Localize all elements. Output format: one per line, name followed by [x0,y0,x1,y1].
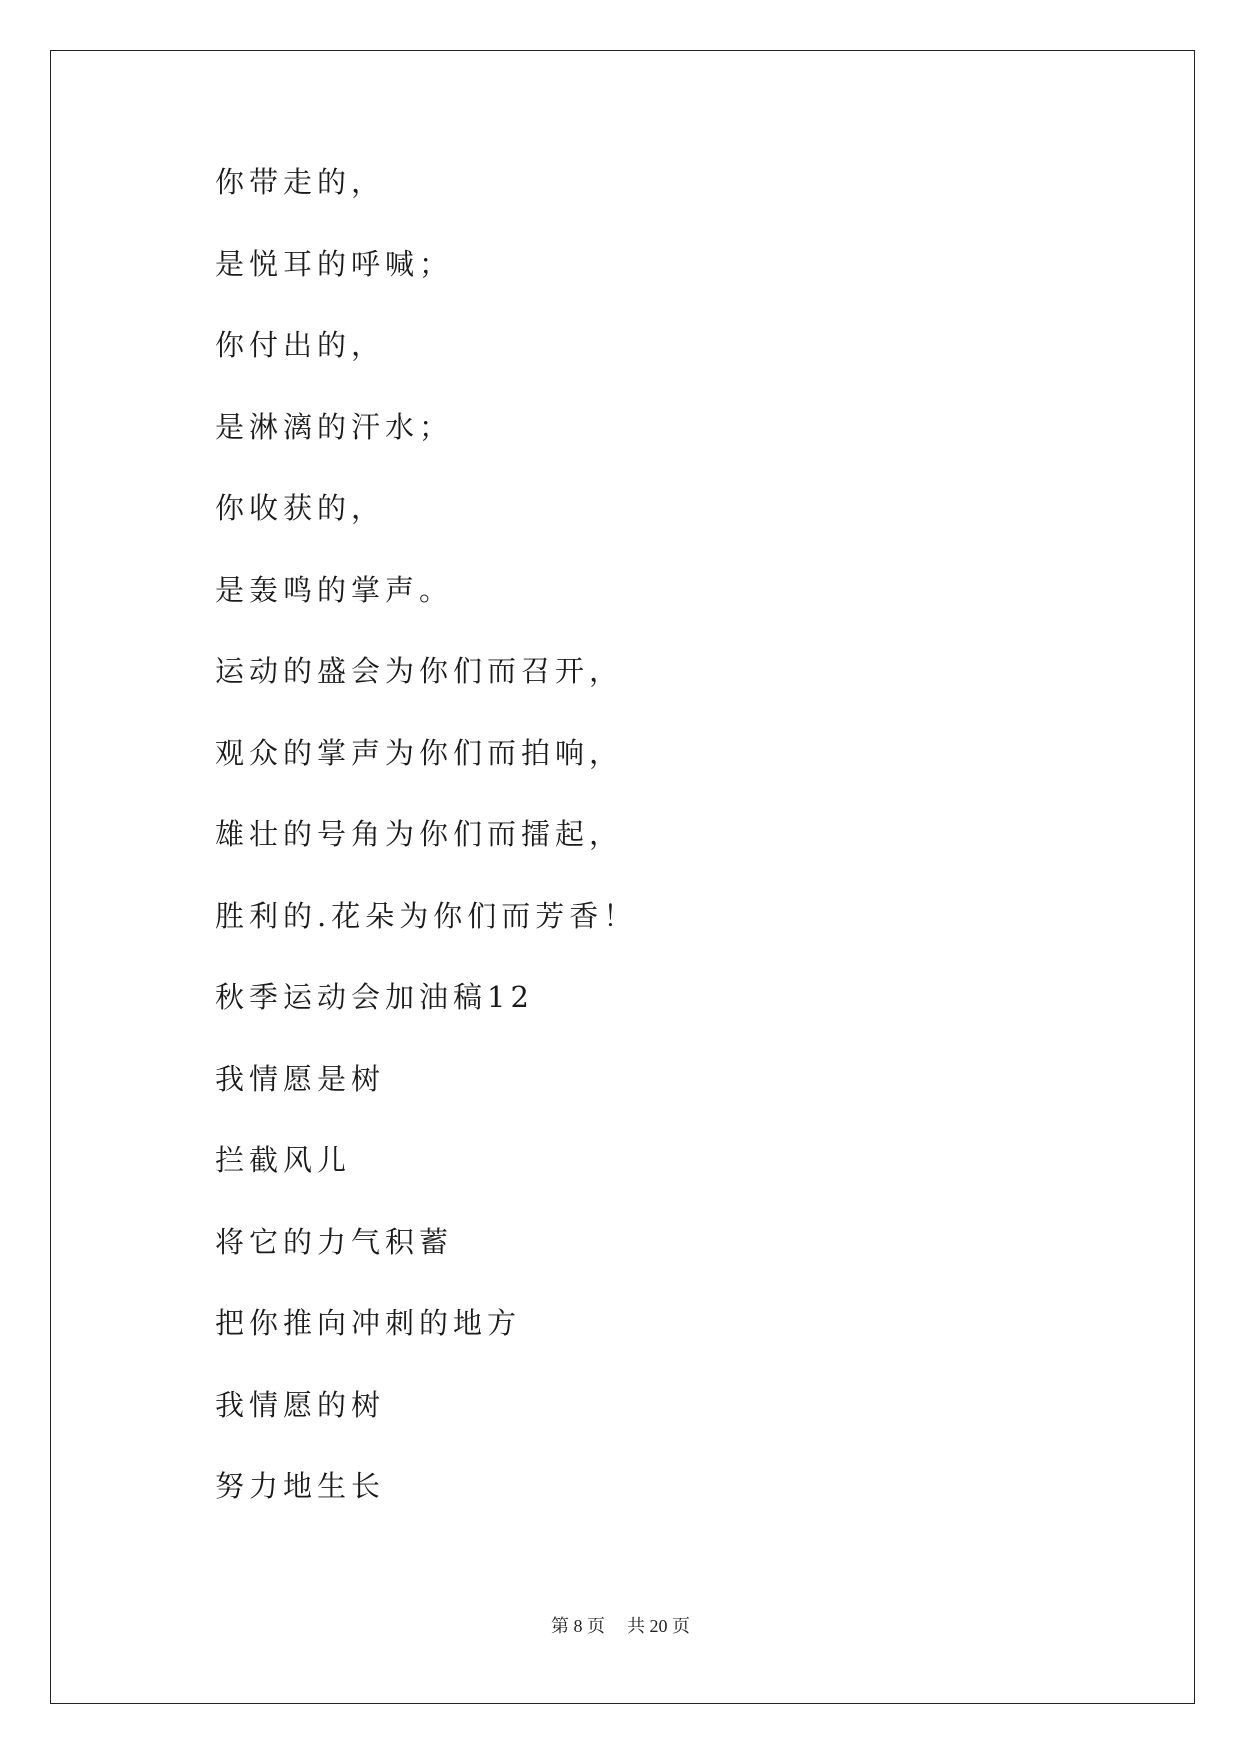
text-line: 你收获的， [215,491,386,525]
text-line: 运动的盛会为你们而召开， [215,654,624,688]
section-heading: 秋季运动会加油稿12 [215,980,534,1014]
text-line: 雄壮的号角为你们而擂起， [215,817,624,851]
page-footer [0,1612,1241,1638]
text-line: 你带走的， [215,165,386,199]
text-line: 我情愿是树 [215,1061,386,1096]
document-body [215,166,1115,1552]
text-line: 拦截风儿 [215,1143,352,1177]
text-line: 将它的力气积蓄 [215,1224,454,1259]
text-line: 把你推向冲刺的地方 [215,1306,522,1340]
text-line: 是轰鸣的掌声。 [215,572,454,607]
text-line: 我情愿的树 [215,1387,386,1422]
page-number: 第 8 页 [551,1616,605,1636]
text-line: 努力地生长 [215,1469,386,1503]
page-total: 共 20 页 [627,1616,690,1636]
text-line: 你付出的， [215,328,386,362]
text-line: 胜利的.花朵为你们而芳香！ [215,898,638,933]
text-line: 是淋漓的汗水； [215,409,454,444]
text-line: 观众的掌声为你们而拍响， [215,735,624,770]
text-line: 是悦耳的呼喊； [215,246,454,281]
